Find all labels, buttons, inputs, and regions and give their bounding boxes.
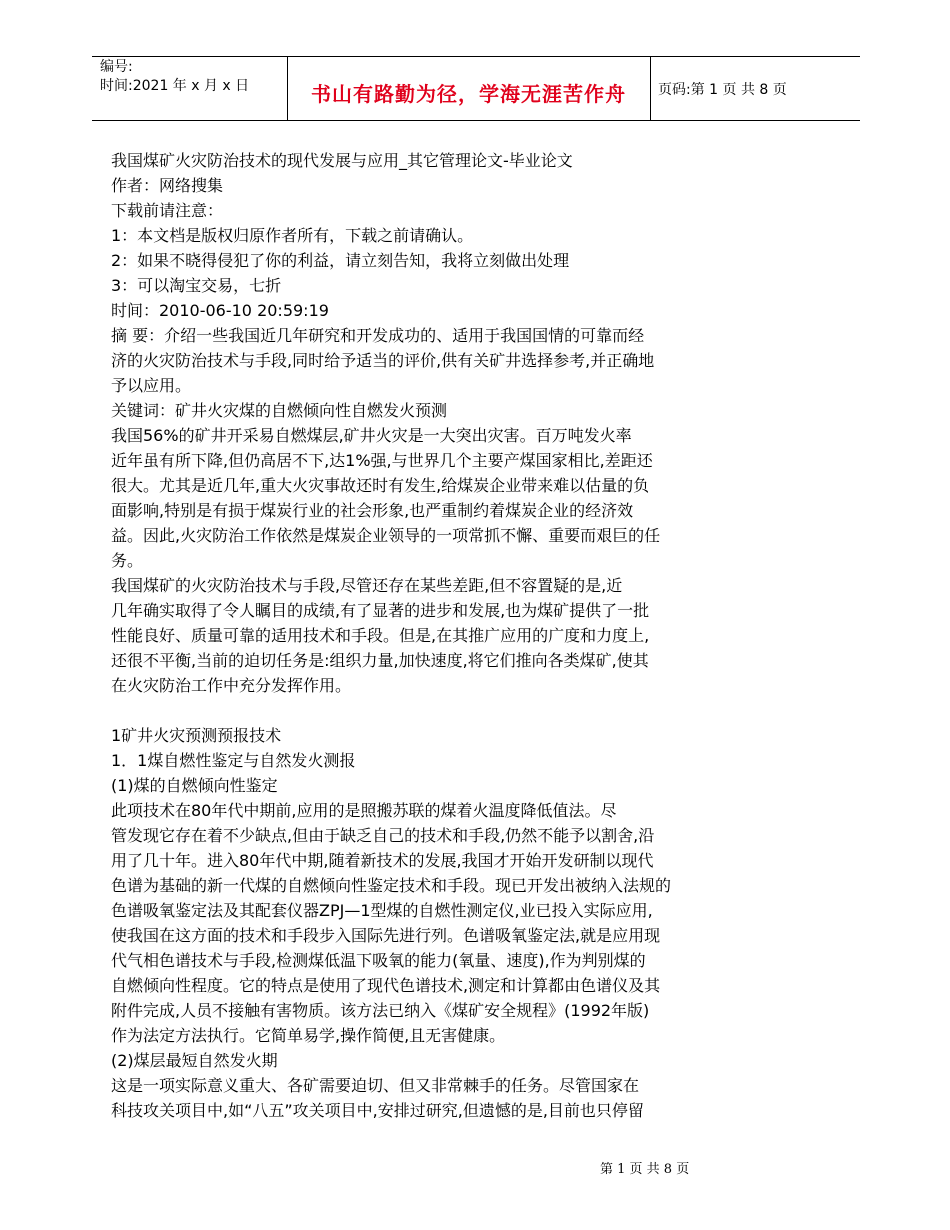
text-line: 用了几十年。进入80年代中期,随着新技术的发展,我国才开始开发研制以现代 bbox=[111, 851, 654, 870]
text-line: 科技攻关项目中,如“八五”攻关项目中,安排过研究,但遗憾的是,目前也只停留 bbox=[111, 1101, 644, 1120]
text-line: 代气相色谱技术与手段,检测煤低温下吸氧的能力(氧量、速度),作为判别煤的 bbox=[111, 951, 646, 970]
text-line: 色谱为基础的新一代煤的自燃倾向性鉴定技术和手段。现已开发出被纳入法规的 bbox=[111, 876, 672, 895]
text-line: 性能良好、质量可靠的适用技术和手段。但是,在其推广应用的广度和力度上, bbox=[111, 626, 650, 645]
text-line: 3：可以淘宝交易，七折 bbox=[111, 276, 282, 295]
text-line: 自燃倾向性程度。它的特点是使用了现代色谱技术,测定和计算都由色谱仪及其 bbox=[111, 976, 661, 995]
text-line: 作为法定方法执行。它简单易学,操作简便,且无害健康。 bbox=[111, 1026, 506, 1045]
text-line: 面影响,特别是有损于煤炭行业的社会形象,也严重制约着煤炭企业的经济效 bbox=[111, 501, 634, 520]
text-line: 2：如果不晓得侵犯了你的利益，请立刻告知，我将立刻做出处理 bbox=[111, 251, 570, 270]
text-line: 济的火灾防治技术与手段,同时给予适当的评价,供有关矿井选择参考,并正确地 bbox=[111, 351, 655, 370]
text-line: 几年确实取得了令人瞩目的成绩,有了显著的进步和发展,也为煤矿提供了一批 bbox=[111, 601, 650, 620]
header-page-indicator: 页码:第 1 页 共 8 页 bbox=[658, 82, 787, 98]
text-line: 我国煤矿火灾防治技术的现代发展与应用_其它管理论文-毕业论文 bbox=[111, 151, 573, 170]
header-motto: 书山有路勤为径，学海无涯苦作舟 bbox=[311, 82, 626, 106]
text-line: 在火灾防治工作中充分发挥作用。 bbox=[111, 676, 352, 695]
document-time-label: 时间:2021 年 x 月 x 日 bbox=[100, 78, 250, 94]
text-line: 关键词：矿井火灾煤的自燃倾向性自燃发火预测 bbox=[111, 401, 448, 420]
text-line: (1)煤的自燃倾向性鉴定 bbox=[111, 776, 278, 795]
text-line: 务。 bbox=[111, 551, 144, 570]
text-line: 予以应用。 bbox=[111, 376, 192, 395]
text-line: 时间：2010-06-10 20:59:19 bbox=[111, 301, 329, 320]
text-line: 作者：网络搜集 bbox=[111, 176, 224, 195]
text-line: 益。因此,火灾防治工作依然是煤炭企业领导的一项常抓不懈、重要而艰巨的任 bbox=[111, 526, 661, 545]
text-line: 此项技术在80年代中期前,应用的是照搬苏联的煤着火温度降低值法。尽 bbox=[111, 801, 617, 820]
text-line: 很大。尤其是近几年,重大火灾事故还时有发生,给煤炭企业带来难以估量的负 bbox=[111, 476, 650, 495]
text-line: 我国56%的矿井开采易自燃煤层,矿井火灾是一大突出灾害。百万吨发火率 bbox=[111, 426, 632, 445]
text-line: 管发现它存在着不少缺点,但由于缺乏自己的技术和手段,仍然不能予以割舍,沿 bbox=[111, 826, 655, 845]
header-bottom-rule bbox=[92, 120, 860, 121]
text-line: 这是一项实际意义重大、各矿需要迫切、但又非常棘手的任务。尽管国家在 bbox=[111, 1076, 640, 1095]
document-number-label: 编号: bbox=[100, 59, 133, 75]
text-line: 下载前请注意： bbox=[111, 201, 224, 220]
page-footer: 第 1 页 共 8 页 bbox=[600, 1162, 690, 1177]
text-line: 还很不平衡,当前的迫切任务是:组织力量,加快速度,将它们推向各类煤矿,使其 bbox=[111, 651, 649, 670]
text-line: 使我国在这方面的技术和手段步入国际先进行列。色谱吸氧鉴定法,就是应用现 bbox=[111, 926, 661, 945]
text-line: 1：本文档是版权归原作者所有，下载之前请确认。 bbox=[111, 226, 474, 245]
header-top-rule bbox=[92, 56, 860, 57]
blank-line bbox=[111, 698, 771, 723]
text-line: 近年虽有所下降,但仍高居不下,达1%强,与世界几个主要产煤国家相比,差距还 bbox=[111, 451, 653, 470]
text-line: (2)煤层最短自然发火期 bbox=[111, 1051, 278, 1070]
document-body bbox=[111, 148, 771, 1123]
text-line: 附件完成,人员不接触有害物质。该方法已纳入《煤矿安全规程》(1992年版) bbox=[111, 1001, 650, 1020]
text-line: 1．1煤自燃性鉴定与自然发火测报 bbox=[111, 751, 356, 770]
text-line: 我国煤矿的火灾防治技术与手段,尽管还存在某些差距,但不容置疑的是,近 bbox=[111, 576, 623, 595]
text-line: 1矿井火灾预测预报技术 bbox=[111, 726, 282, 745]
text-line: 色谱吸氧鉴定法及其配套仪器ZPJ—1型煤的自燃性测定仪,业已投入实际应用, bbox=[111, 901, 653, 920]
text-line: 摘 要：介绍一些我国近几年研究和开发成功的、适用于我国国情的可靠而经 bbox=[111, 326, 645, 345]
header-meta bbox=[100, 58, 249, 96]
header-divider bbox=[650, 57, 651, 120]
